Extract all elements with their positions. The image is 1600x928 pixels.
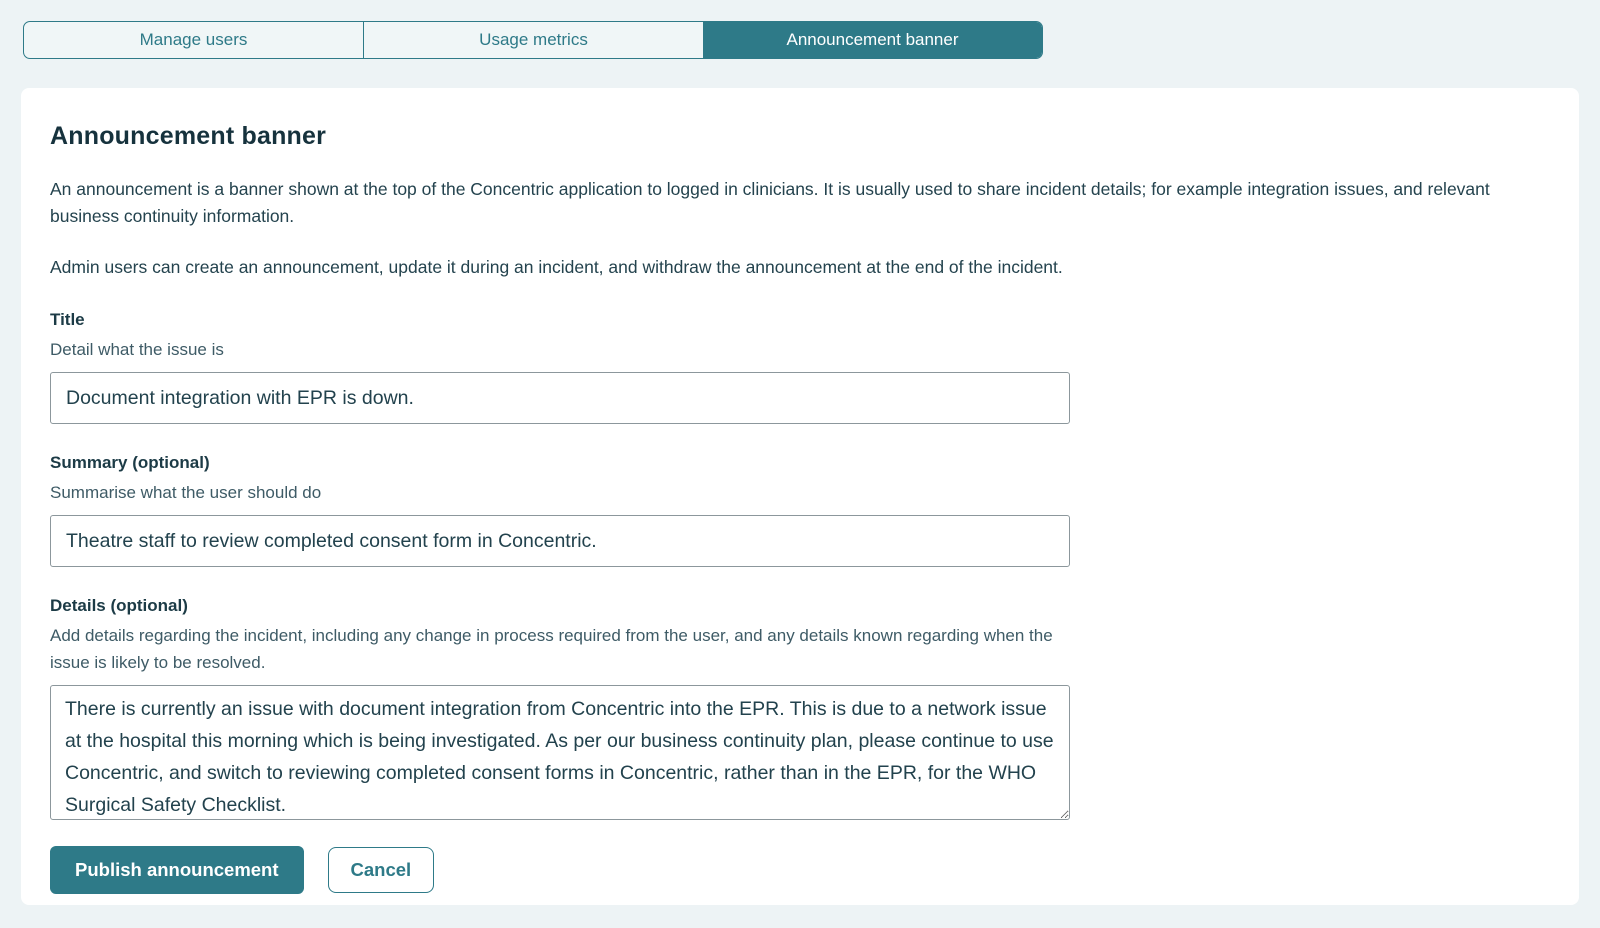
announcement-banner-panel [21,88,1579,905]
details-field-label: Details (optional) [50,596,188,615]
summary-input[interactable] [50,515,1070,567]
cancel-button[interactable]: Cancel [328,847,435,893]
title-input[interactable] [50,372,1070,424]
intro-paragraph-2: Admin users can create an announcement, update it during an incident, and withdraw the announcement at the end of the incident. [50,257,1063,277]
page-title: Announcement banner [50,122,327,150]
summary-field-hint: Summarise what the user should do [50,483,322,502]
tab-announcement-banner[interactable]: Announcement banner [703,22,1042,58]
details-textarea[interactable] [50,685,1070,820]
title-field-label: Title [50,310,85,329]
intro-paragraph-1: An announcement is a banner shown at the top of the Concentric application to logged in clinicians. It is usually used to share incident details; for example integration issues, and relevant business continuity information. [50,179,1490,226]
tab-usage-metrics[interactable]: Usage metrics [363,22,703,58]
publish-announcement-button[interactable]: Publish announcement [50,846,304,894]
form-actions [50,846,1550,894]
tab-manage-users[interactable]: Manage users [139,30,248,49]
admin-tab-bar [23,21,1043,59]
details-field-hint: Add details regarding the incident, including any change in process required from the user, and any details known regarding when the issue is likely to be resolved. [50,626,1053,672]
title-field-hint: Detail what the issue is [50,340,224,359]
summary-field-label: Summary (optional) [50,453,210,472]
